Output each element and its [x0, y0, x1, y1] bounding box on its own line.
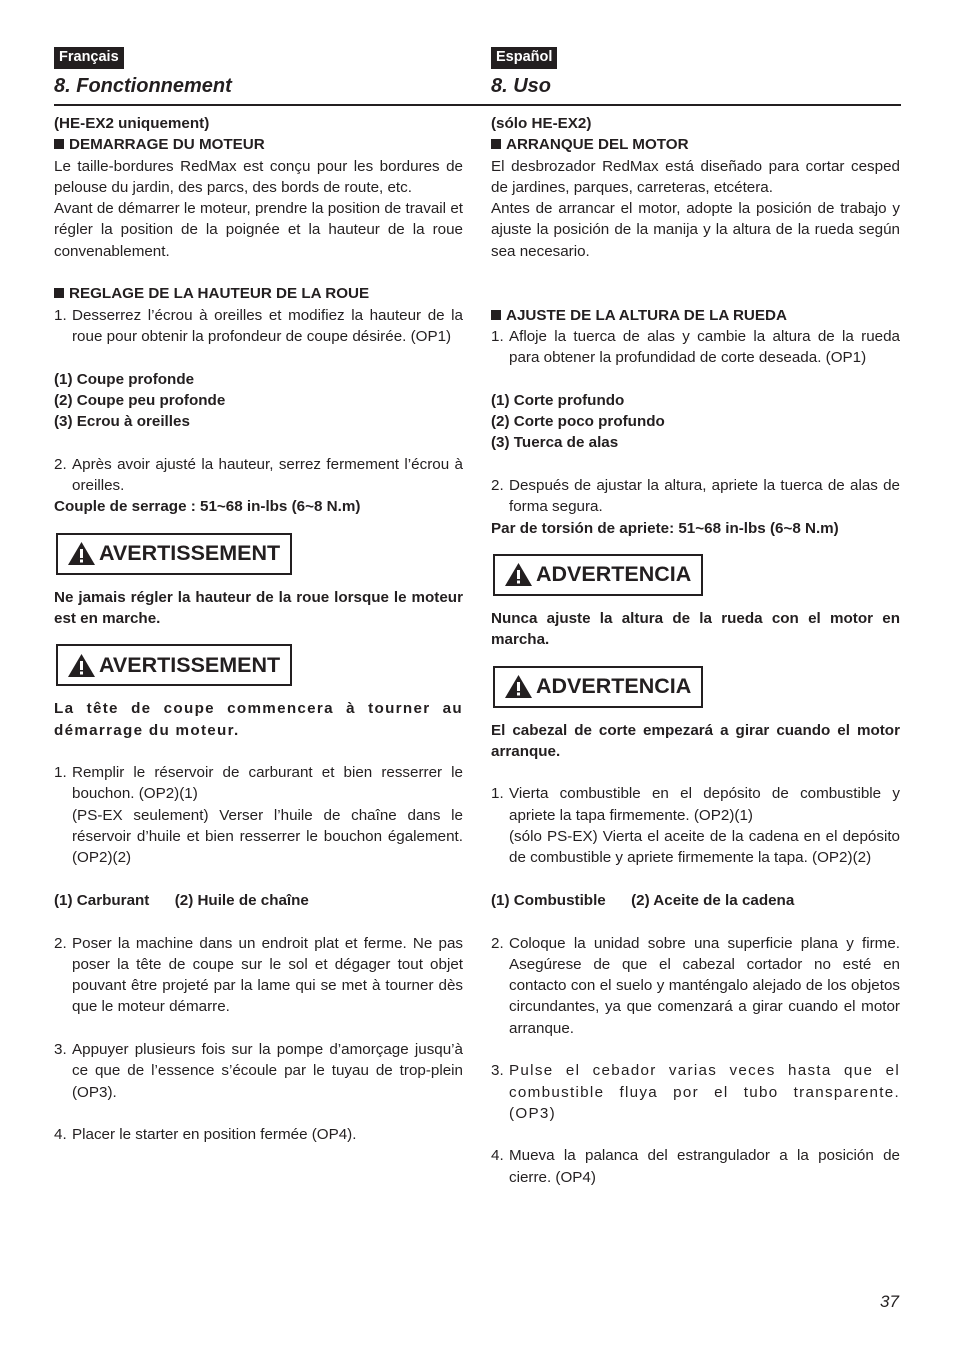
- section-title-french: 8. Fonctionnement: [54, 75, 232, 97]
- wheel-step-1: 1. Afloje la tuerca de alas y cambie la altura de la rueda para obtener la profundidad de corte deseada. (OP1): [491, 327, 900, 367]
- fuel-step-1: 1. Remplir le réservoir de carburant et bien resserrer le bouchon. (OP2)(1) (PS-EX seulement) Verser l’huile de chaîne dans le réservoir d’huile et bien resserrer le bouchon également. (OP2)(2): [54, 764, 463, 867]
- start-paragraph-1: El desbrozador RedMax está diseñado para cortar cesped de jardines, parques, carreteras, etcétera.: [491, 157, 900, 196]
- wheel-step-2: 2. Después de ajustar la altura, apriete la tuerca de alas de forma segura.: [491, 477, 900, 516]
- models-note: (HE-EX2 uniquement): [54, 115, 210, 132]
- fuel-step-4: 4. Placer le starter en position fermée (OP4).: [54, 1126, 357, 1144]
- op2-labels: (1) Combustible (2) Aceite de la cadena: [491, 891, 795, 909]
- fuel-step-2: 2. Coloque la unidad sobre una superficie plana y firme. Asegúrese de que el cabezal cortador no esté en contacto con el suelo y manténgalo alejado de los objetos circundantes, ya que comenzará a girar cuando el motor arranque.: [491, 934, 900, 1037]
- fuel-step-1: 1. Vierta combustible en el depósito de combustible y apriete la tapa firmemente. (OP2)(1) (sólo PS-EX) Vierta el aceite de la cadena en el depósito de combustible y apriete firmemente la tapa. (OP2)(2): [491, 785, 900, 867]
- warning-box-1: [56, 533, 292, 575]
- fuel-step-3: 3. Appuyer plusieurs fois sur la pompe d’amorçage jusqu’à ce que de l’essence s’écoule par le tuyau de trop-plein (OP3).: [54, 1040, 463, 1101]
- fuel-step-3: 3. Pulse el cebador varias veces hasta que el combustible fluya por el tubo transparente. (OP3): [491, 1062, 900, 1122]
- start-paragraph-2: Avant de démarrer le moteur, prendre la position de travail et régler la position de la poignée et la hauteur de la roue convenablement.: [54, 200, 463, 260]
- language-tab-spanish: Español: [491, 47, 557, 69]
- section-title-spanish: 8. Uso: [491, 75, 552, 97]
- warning-triangle-icon: [504, 562, 533, 587]
- torque-spec: Couple de serrage : 51~68 in-lbs (6~8 N.m): [54, 498, 361, 516]
- warning-text-2: La tête de coupe commencera à tourner au démarrage du moteur.: [54, 700, 463, 739]
- wheel-step-2: 2. Après avoir ajusté la hauteur, serrez fermement l’écrou à oreilles.: [54, 455, 463, 495]
- french-column: [54, 47, 463, 1145]
- wheel-step-1: 1. Desserrez l’écrou à oreilles et modifiez la hauteur de la roue pour obtenir la profondeur de coupe désirée. (OP1): [54, 306, 463, 345]
- torque-spec: Par de torsión de apriete: 51~68 in-lbs (6~8 N.m): [491, 519, 839, 537]
- warning-triangle-icon: [67, 653, 96, 678]
- page-number: 37: [880, 1292, 899, 1311]
- warning-triangle-icon: [504, 674, 533, 699]
- wheel-height-heading: AJUSTE DE LA ALTURA DE LA RUEDA: [491, 305, 900, 326]
- op1-label-3: (3) Ecrou à oreilles: [54, 413, 190, 431]
- spanish-content: [491, 113, 900, 1188]
- fuel-step-4: 4. Mueva la palanca del estrangulador a la posición de cierre. (OP4): [491, 1147, 900, 1186]
- warning-text-2: El cabezal de corte empezará a girar cuando el motor arranque.: [491, 721, 900, 760]
- models-note: (sólo HE-EX2): [491, 115, 592, 132]
- warning-box-2: [56, 644, 292, 686]
- start-engine-heading: ARRANQUE DEL MOTOR: [491, 134, 900, 155]
- start-engine-heading: DEMARRAGE DU MOTEUR: [54, 134, 463, 155]
- wheel-height-heading: REGLAGE DE LA HAUTEUR DE LA ROUE: [54, 283, 463, 304]
- warning-box-1: [493, 554, 703, 596]
- op1-label-1: (1) Coupe profonde: [54, 370, 195, 388]
- warning-label: AVERTISSEMENT: [99, 652, 281, 677]
- warning-label: AVERTISSEMENT: [99, 540, 281, 565]
- op2-labels: (1) Carburant (2) Huile de chaîne: [54, 891, 309, 909]
- op1-label-1: (1) Corte profundo: [491, 391, 625, 409]
- warning-label: ADVERTENCIA: [536, 562, 692, 587]
- start-paragraph-1: Le taille-bordures RedMax est conçu pour les bordures de pelouse du jardin, des parcs, des bords de route, etc.: [54, 157, 463, 196]
- op1-label-2: (2) Corte poco profundo: [491, 413, 665, 431]
- op1-label-3: (3) Tuerca de alas: [491, 434, 619, 452]
- warning-text-1: Nunca ajuste la altura de la rueda con el motor en marcha.: [491, 609, 900, 649]
- warning-box-2: [493, 666, 703, 708]
- header-rule: [54, 104, 901, 106]
- warning-text-1: Ne jamais régler la hauteur de la roue lorsque le moteur est en marche.: [54, 588, 463, 627]
- start-paragraph-2: Antes de arrancar el motor, adopte la posición de trabajo y ajuste la posición de la manija y la altura de la rueda según sea necesario.: [491, 200, 900, 260]
- op1-label-2: (2) Coupe peu profonde: [54, 391, 226, 409]
- warning-label: ADVERTENCIA: [536, 673, 692, 698]
- warning-triangle-icon: [67, 541, 96, 566]
- french-content: [54, 113, 463, 1145]
- fuel-step-2: 2. Poser la machine dans un endroit plat et ferme. Ne pas poser la tête de coupe sur le sol et dégager tout objet pouvant être projeté par la lame qui se met à tourner dès que le moteur démarre.: [54, 934, 463, 1016]
- spanish-column: [491, 47, 900, 1188]
- language-tab-french: Français: [54, 47, 124, 69]
